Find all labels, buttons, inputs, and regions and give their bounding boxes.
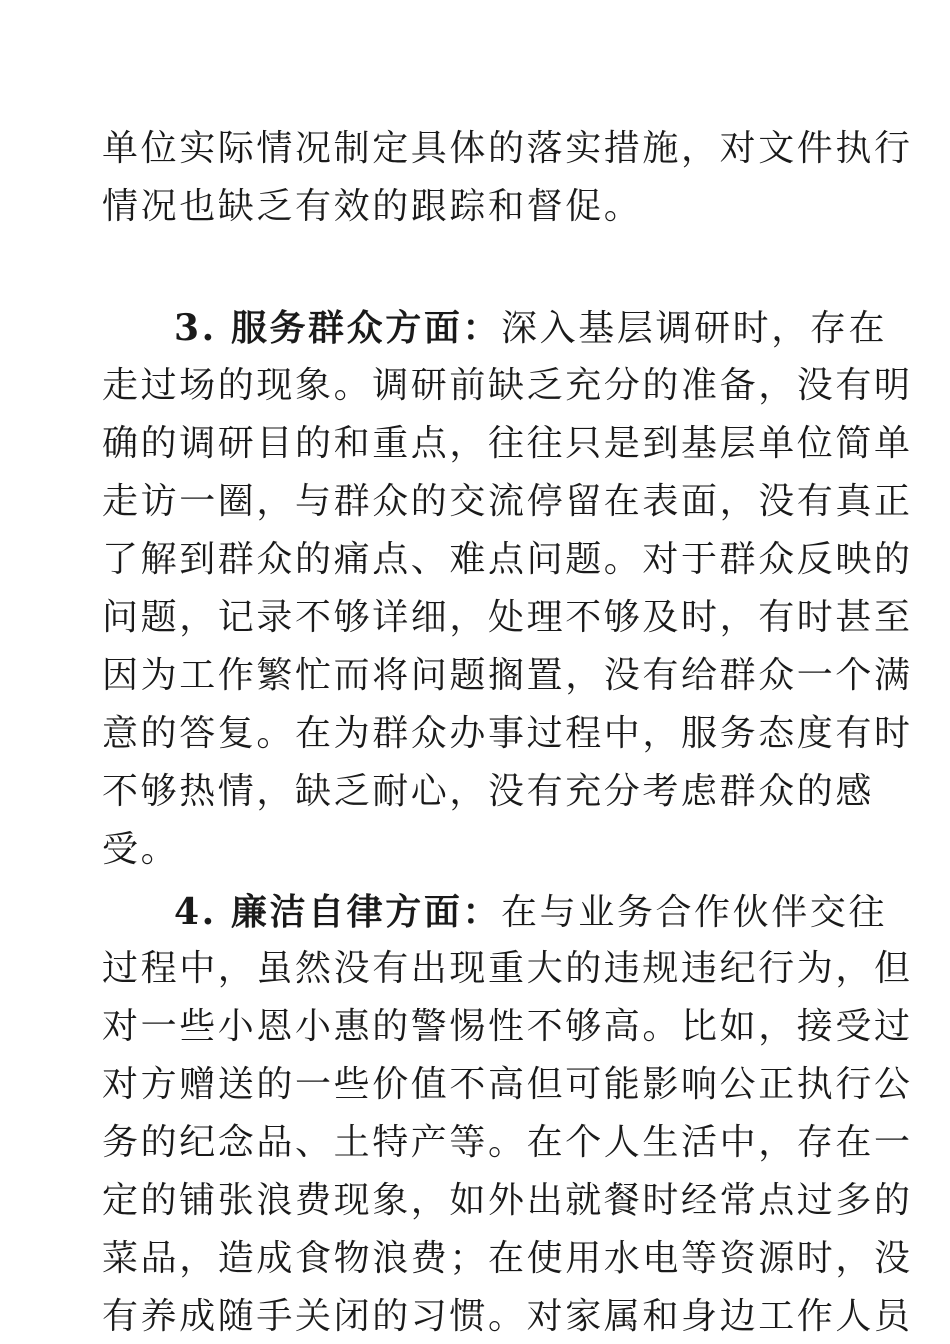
text-line: 意的答复。在为群众办事过程中，服务态度有时 <box>102 713 913 754</box>
text-line: 有养成随手关闭的习惯。对家属和身边工作人员 <box>102 1296 913 1337</box>
section-4-heading: 廉洁自律方面： <box>230 891 502 933</box>
text-line: 不够热情，缺乏耐心，没有充分考虑群众的感 <box>102 771 875 812</box>
section-3-number: 3. <box>174 307 217 349</box>
text-line: 走过场的现象。调研前缺乏充分的准备，没有明 <box>102 365 913 406</box>
text-line: 定的铺张浪费现象，如外出就餐时经常点过多的 <box>102 1180 913 1221</box>
section-3-lead-text: 深入基层调研时，存在 <box>501 308 888 349</box>
section-4-lead-text: 在与业务合作伙伴交往 <box>501 892 888 933</box>
section-3-first-line <box>174 306 887 350</box>
section-4-first-line <box>174 890 887 934</box>
section-3-heading: 服务群众方面： <box>230 307 502 349</box>
text-line: 情况也缺乏有效的跟踪和督促。 <box>102 186 643 227</box>
text-line: 走访一圈，与群众的交流停留在表面，没有真正 <box>102 481 913 522</box>
text-line: 问题，记录不够详细，处理不够及时，有时甚至 <box>102 597 913 638</box>
text-line: 确的调研目的和重点，往往只是到基层单位简单 <box>102 423 913 464</box>
section-4-number: 4. <box>174 891 217 933</box>
text-line: 对方赠送的一些价值不高但可能影响公正执行公 <box>102 1064 913 1105</box>
text-line: 对一些小恩小惠的警惕性不够高。比如，接受过 <box>102 1006 913 1047</box>
text-line: 务的纪念品、土特产等。在个人生活中，存在一 <box>102 1122 913 1163</box>
text-line: 受。 <box>102 829 180 870</box>
text-line: 过程中，虽然没有出现重大的违规违纪行为，但 <box>102 948 913 989</box>
text-line: 因为工作繁忙而将问题搁置，没有给群众一个满 <box>102 655 913 696</box>
text-line: 菜品，造成食物浪费；在使用水电等资源时，没 <box>102 1238 913 1279</box>
text-line: 了解到群众的痛点、难点问题。对于群众反映的 <box>102 539 913 580</box>
text-line: 单位实际情况制定具体的落实措施，对文件执行 <box>102 128 913 169</box>
